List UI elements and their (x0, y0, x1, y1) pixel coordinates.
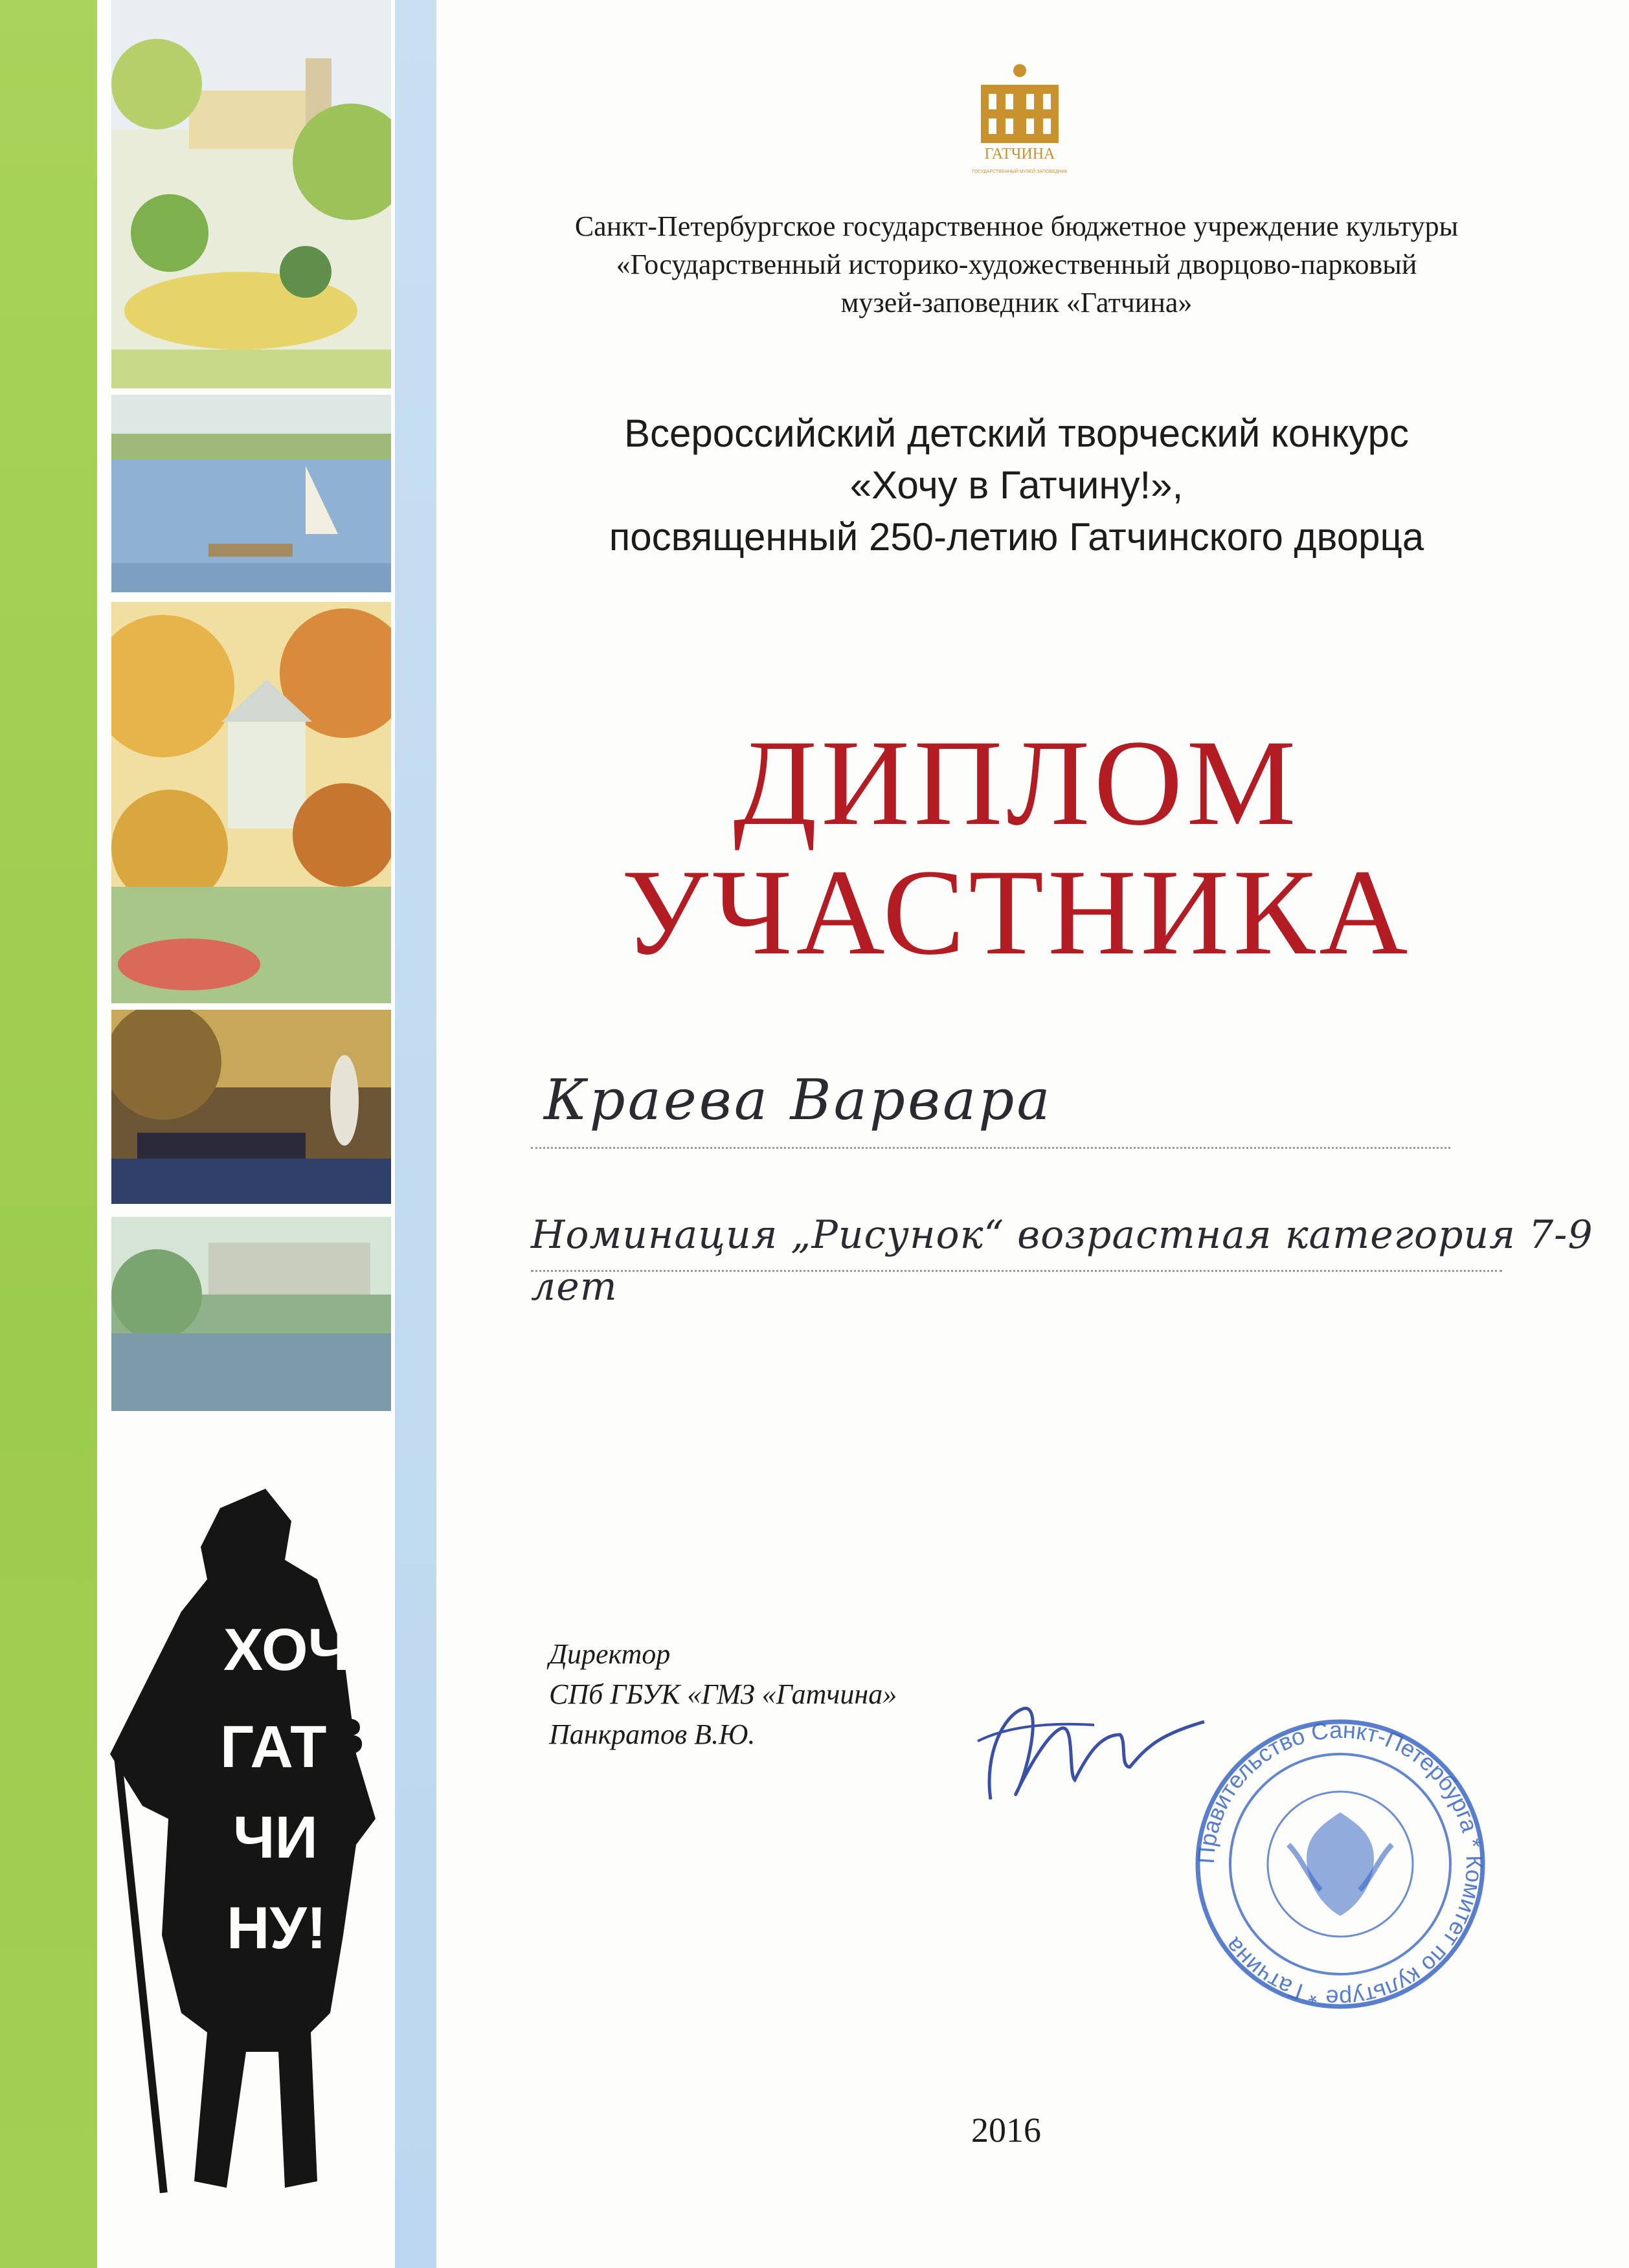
nomination-dotted-line (531, 1270, 1502, 1272)
painting-lake-sailboat (111, 395, 391, 592)
painting-night-bridge (111, 1010, 391, 1204)
organization-line: «Государственный историко-художественный дворцово-парковый (616, 249, 1417, 280)
organization-name (453, 207, 1580, 322)
organization-line: Санкт-Петербургское государственное бюджетное учреждение культуры (574, 210, 1459, 242)
slogan-line-5: НУ! (227, 1895, 327, 1961)
seal-text: Правительство Санкт-Петербурга * Комитет по культуре * Гатчина (1192, 1716, 1489, 2012)
slogan-line-2: В (327, 1707, 365, 1765)
director-block (549, 1634, 897, 1755)
director-organization: СПб ГБУК «ГМЗ «Гатчина» (549, 1678, 897, 1710)
contest-line: посвященный 250-летию Гатчинского дворца (609, 515, 1424, 559)
contest-title (453, 408, 1580, 563)
director-role: Директор (549, 1638, 671, 1670)
painting-autumn-pavilion (111, 602, 391, 1003)
organization-line: музей-заповедник «Гатчина» (840, 287, 1193, 318)
gatchina-museum-logo (968, 61, 1072, 184)
year: 2016 (971, 2111, 1041, 2150)
contest-line: «Хочу в Гатчину!», (849, 463, 1184, 507)
slogan-line-3: ГАТ (220, 1714, 327, 1780)
recipient-dotted-line (531, 1147, 1450, 1149)
slogan-line-4: ЧИ (233, 1805, 318, 1871)
contest-line: Всероссийский детский творческий конкурс (624, 412, 1409, 455)
director-signature (965, 1676, 1211, 1832)
official-seal (1191, 1709, 1489, 2019)
director-person: Панкратов В.Ю. (549, 1718, 756, 1750)
diploma-title: ДИПЛОМ (733, 715, 1300, 851)
diploma-subtitle: УЧАСТНИКА (621, 845, 1412, 981)
logo-name: ГАТЧИНА (984, 146, 1055, 162)
logo-subtitle: ГОСУДАРСТВЕННЫЙ МУЗЕЙ-ЗАПОВЕДНИК (972, 170, 1068, 174)
recipient-name: Краева Варвара (544, 1068, 1053, 1133)
nomination-text: Номинация „Рисунок“ возрастная категория 7-9 лет (531, 1212, 1593, 1309)
emperor-silhouette-slogan (71, 1482, 447, 2207)
painting-palace-garden (111, 0, 391, 388)
painting-gatchina-palace (111, 1217, 391, 1411)
slogan-line-1: ХОЧУ (223, 1617, 387, 1683)
